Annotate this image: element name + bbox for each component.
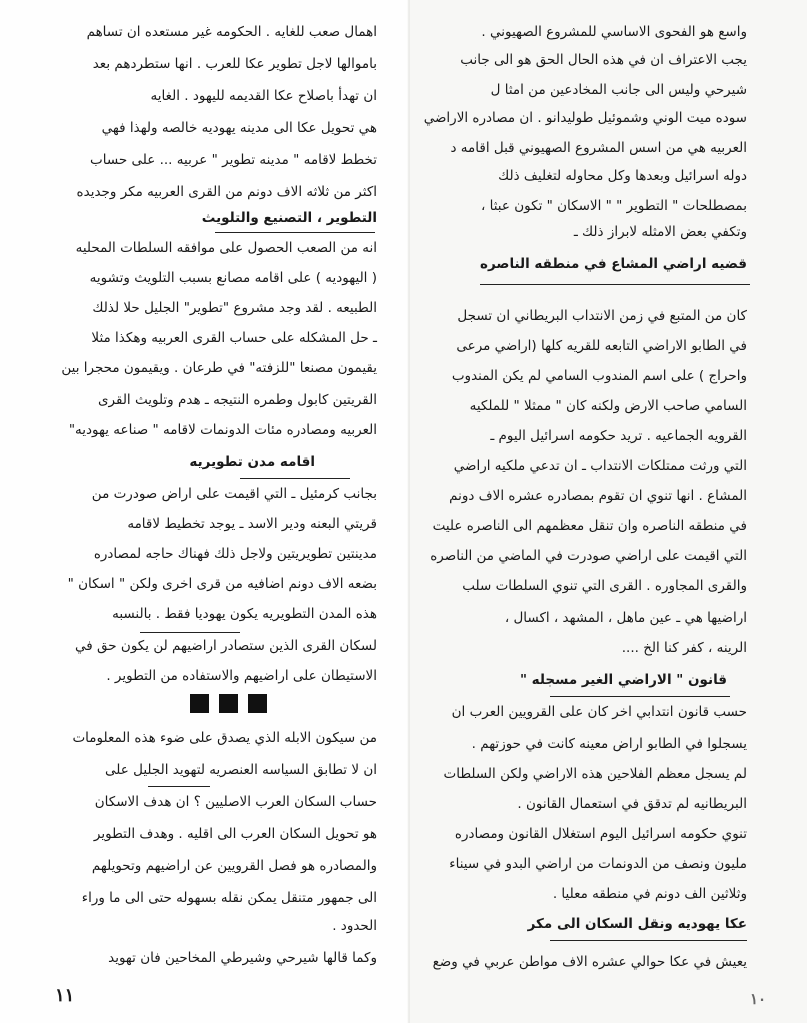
text-line: اهمال صعب للغايه . الحكومه غير مستعده ان تساهم — [86, 24, 377, 40]
text-line: وتكفي بعض الامثله لابراز ذلك ـ — [573, 224, 747, 240]
heading-underline — [550, 696, 730, 697]
heading-underline — [215, 232, 375, 233]
text-line: يعيش في عكا حوالي عشره الاف مواطن عربي في وضع — [432, 954, 747, 970]
text-line: السامي صاحب الارض ولكنه كان " ممثلا " للملكيه — [469, 398, 747, 414]
text-line: مليون ونصف من الدونمات من اراضي البدو في سيناء — [449, 856, 747, 872]
text-line: اكثر من ثلاثه الاف دونم من القرى العربيه مكر وجديده — [76, 184, 377, 200]
section-heading: قضيه اراضي المشاع في منطقه الناصره — [480, 256, 747, 272]
text-line: هذه المدن التطويريه يكون يهوديا فقط . بالنسبه — [112, 606, 377, 622]
separator-square — [190, 694, 209, 713]
text-line: انه من الصعب الحصول على موافقه السلطات المحليه — [75, 240, 377, 256]
text-line: كان من المتبع في زمن الانتداب البريطاني ان تسجل — [457, 308, 747, 324]
heading-underline — [550, 940, 747, 941]
text-line: ان تهدأ باصلاح عكا القديمه لليهود . الغايه — [150, 88, 377, 104]
section-separator — [190, 694, 267, 713]
text-line: هي تحويل عكا الى مدينه يهوديه خالصه ولهذا فهي — [101, 120, 377, 136]
heading-underline — [480, 284, 750, 285]
section-heading: قانون " الاراضي الغير مسجله " — [519, 672, 727, 688]
text-line: واحراج ) على اسم المندوب السامي لم يكن المندوب — [451, 368, 747, 384]
text-line: الحدود . — [332, 918, 377, 934]
emphasis-underline — [148, 786, 210, 787]
separator-square — [219, 694, 238, 713]
text-line: وثلاثين الف دونم في منطقه معليا . — [552, 886, 747, 902]
text-line: العربيه ومصادره مئات الدونمات لاقامه " صناعه يهوديه" — [68, 422, 377, 438]
text-line: الرينه ، كفر كنا الخ .... — [621, 640, 747, 656]
heading-underline — [240, 478, 350, 479]
text-line: حساب السكان العرب الاصليين ؟ ان هدف الاسكان — [94, 794, 377, 810]
text-line: ان لا تطابق السياسه العنصريه لتهويد الجليل على — [105, 762, 377, 778]
text-line: لم يسجل معظم الفلاحين هذه الاراضي ولكن السلطات — [443, 766, 747, 782]
right-page — [410, 0, 807, 1023]
text-line: اراضيها هي ـ عين ماهل ، المشهد ، اكسال ، — [504, 610, 747, 626]
text-line: باموالها لاجل تطوير عكا للعرب . انها ستطردهم بعد — [92, 56, 377, 72]
text-line: وكما قالها شيرحي وشيرطي المخاحين فان تهويد — [108, 950, 377, 966]
text-line: العربيه هي من اسس المشروع الصهيوني قبل اقامه د — [450, 140, 747, 156]
text-line: دوله اسرائيل وبعدها وكل محاوله لتغليف ذلك — [498, 168, 747, 184]
text-line: ( اليهوديه ) على اقامه مصانع بسبب التلويث وتشويه — [89, 270, 377, 286]
section-heading: عكا يهوديه ونقل السكان الى مكر — [527, 916, 747, 932]
emphasis-underline — [140, 632, 240, 633]
text-line: في الطابو الاراضي التابعه للقريه كلها (اراضي مرعى — [456, 338, 747, 354]
page-number: ١١ — [55, 985, 75, 1006]
text-line: سوده ميت الوني وشموئيل طوليدانو . ان مصادره الاراضي — [423, 110, 747, 126]
text-line: من سيكون الابله الذي يصدق على ضوء هذه المعلومات — [72, 730, 377, 746]
text-line: والقرى المجاوره . القرى التي تنوي السلطات سلب — [462, 578, 747, 594]
text-line: بجانب كرمئيل ـ التي اقيمت على اراض صودرت من — [91, 486, 377, 502]
text-line: والمصادره هو فصل القرويين عن اراضيهم وتحويلهم — [91, 858, 377, 874]
text-line: يقيمون مصنعا "للزفته" في طرعان . ويقيمون محجرا بين — [61, 360, 377, 376]
text-line: المشاع . انها تنوي ان تقوم بمصادره عشره الاف دونم — [449, 488, 747, 504]
text-line: تنوي حكومه اسرائيل اليوم استغلال القانون ومصادره — [454, 826, 747, 842]
text-line: الطبيعه . لقد وجد مشروع "تطوير" الجليل حلا لذلك — [92, 300, 377, 316]
text-line: لسكان القرى الذين ستصادر اراضيهم لن يكون حق في — [75, 638, 377, 654]
text-line: شيرحي وليس الى جانب المخادعين من امثا ل — [490, 82, 747, 98]
text-line: يجب الاعتراف ان في هذه الحال الحق هو الى جانب — [460, 52, 747, 68]
text-line: واسع هو الفحوى الاساسي للمشروع الصهيوني . — [481, 24, 747, 40]
text-line: مدينتين تطويريتين ولاجل ذلك فهناك حاجه لمصادره — [93, 546, 377, 562]
text-line: ـ حل المشكله على حساب القرى العربيه وهكذا مثلا — [91, 330, 377, 346]
text-line: الاستيطان على اراضيهم والاستفاده من التطوير . — [106, 668, 377, 684]
text-line: الى جمهور متنقل يمكن نقله بسهوله حتى الى ما وراء — [81, 890, 377, 906]
section-heading: اقامه مدن تطويريه — [189, 454, 315, 470]
text-line: هو تحويل السكان العرب الى اقليه . وهدف التطوير — [93, 826, 377, 842]
separator-square — [248, 694, 267, 713]
text-line: التي اقيمت على اراضي صودرت في الماضي من الناصره — [430, 548, 747, 564]
text-line: القرويه الجماعيه . تريد حكومه اسرائيل اليوم ـ — [490, 428, 747, 444]
text-line: البريطانيه لم تدقق في استعمال القانون . — [517, 796, 747, 812]
text-line: القريتين كابول وطمره النتيجه ـ هدم وتلويث القرى — [97, 392, 377, 408]
page-number: ١٠ — [750, 990, 767, 1008]
text-line: التي ورثت ممتلكات الانتداب ـ ان تدعي ملكيه اراضي — [453, 458, 747, 474]
text-line: قريتي البعنه ودير الاسد ـ يوجد تخطيط لاقامه — [127, 516, 377, 532]
text-line: تخطط لاقامه " مدينه تطوير " عربيه ... على حساب — [90, 152, 377, 168]
text-line: بضعه الاف دونم اضافيه من قرى اخرى ولكن " اسكان " — [67, 576, 377, 592]
text-line: بمصطلحات " التطوير " " الاسكان " تكون عبثا ، — [480, 198, 747, 214]
text-line: في منطقه الناصره وان تنقل معظمهم الى الناصره عليت — [432, 518, 747, 534]
text-line: حسب قانون انتدابي اخر كان على القرويين العرب ان — [451, 704, 747, 720]
section-heading: التطوير ، التصنيع والتلويث — [201, 210, 377, 226]
text-line: يسجلوا في الطابو اراض معينه كانت في حوزتهم . — [471, 736, 747, 752]
